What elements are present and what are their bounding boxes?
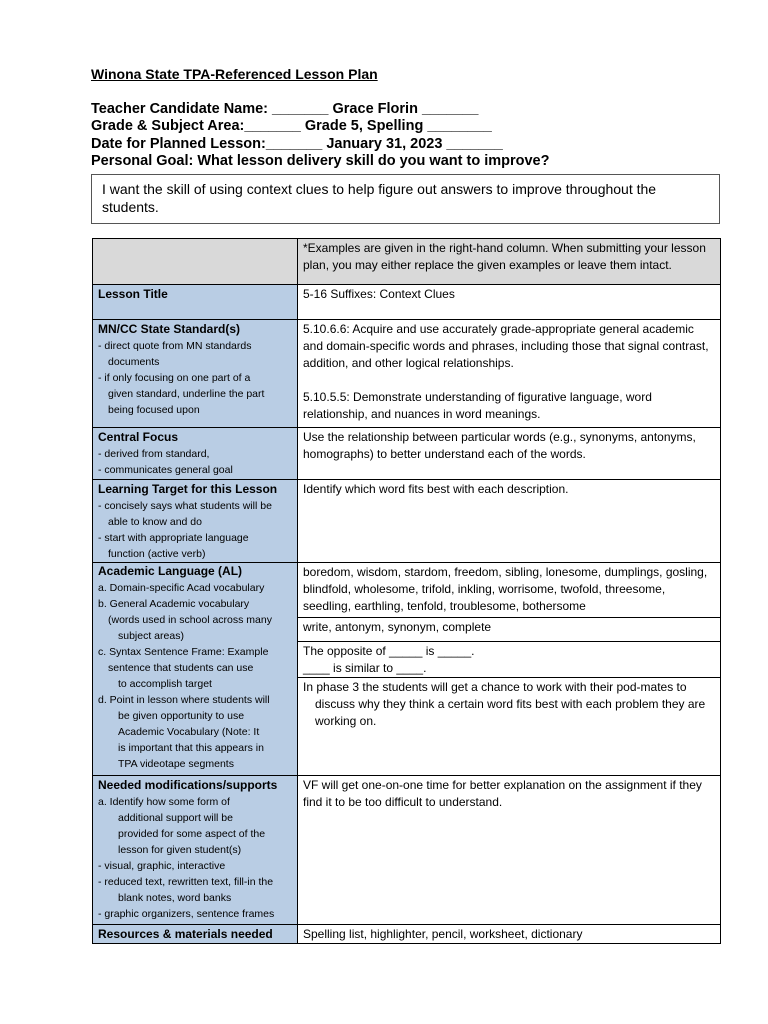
modifications-sub: - graphic organizers, sentence frames (98, 908, 275, 920)
learning-target-sub: able to know and do (108, 516, 202, 528)
modifications-sub: provided for some aspect of the (118, 828, 266, 840)
modifications-sub: blank notes, word banks (118, 892, 232, 904)
modifications-sub: a. Identify how some form of (98, 796, 230, 808)
academic-language-sub: b. General Academic vocabulary (98, 598, 250, 610)
learning-target-label-cell (93, 480, 298, 563)
table-row (93, 925, 721, 944)
document-title: Winona State TPA-Referenced Lesson Plan (91, 66, 378, 82)
central-focus-sub: - derived from standard, (98, 448, 210, 460)
personal-goal-line: Personal Goal: What lesson delivery skill do you want to improve? (91, 152, 550, 169)
lesson-title-label-cell (93, 285, 298, 320)
academic-language-sub: a. Domain-specific Acad vocabulary (98, 582, 265, 594)
sentence-frame-two: ____ is similar to ____. (303, 661, 427, 675)
academic-language-sub: (words used in school across many (108, 614, 272, 626)
resources-label: Resources & materials needed (98, 927, 273, 941)
domain-vocabulary-value: boredom, wisdom, stardom, freedom, sibling, lonesome, dumplings, gosling, blindfold, wholesome, trifold, inkling, worrisome, twofold, threesome, seedling, earthling, tenfold, troublesome, bothersome (298, 563, 721, 618)
standards-sub: given standard, underline the part (108, 388, 265, 400)
modifications-label: Needed modifications/supports (98, 778, 278, 792)
table-row (93, 285, 721, 320)
academic-language-sub: is important that this appears in (118, 742, 264, 754)
modifications-sub: - reduced text, rewritten text, fill-in the (98, 876, 274, 888)
central-focus-label-cell (93, 428, 298, 480)
central-focus-label: Central Focus (98, 430, 179, 444)
learning-target-sub: function (active verb) (108, 548, 206, 560)
vocabulary-usage-value: In phase 3 the students will get a chance to work with their pod-mates to discuss why they think a certain word fits best with each problem they are working on. (303, 680, 706, 728)
grade-subject-line: Grade & Subject Area:_______ Grade 5, Spelling ________ (91, 118, 492, 135)
header-block (91, 101, 549, 170)
resources-value: Spelling list, highlighter, pencil, worksheet, dictionary (298, 925, 721, 944)
academic-language-label-cell (93, 563, 298, 776)
standard-one: 5.10.6.6: Acquire and use accurately grade-appropriate general academic and domain-specific words and phrases, including those that signal contrast, addition, and other logical relationships. (303, 322, 709, 370)
standards-sub: being focused upon (108, 404, 200, 416)
general-vocabulary-value: write, antonym, synonym, complete (298, 618, 721, 642)
table-row (93, 480, 721, 563)
modifications-value: VF will get one-on-one time for better explanation on the assignment if they find it to be too difficult to understand. (298, 776, 721, 925)
standard-two: 5.10.5.5: Demonstrate understanding of figurative language, word relationship, and nuances in word meanings. (303, 390, 652, 421)
academic-language-label: Academic Language (AL) (98, 564, 243, 578)
standards-value-cell (298, 320, 721, 428)
lesson-date-line: Date for Planned Lesson:_______ January 31, 2023 _______ (91, 135, 503, 152)
academic-language-sub: c. Syntax Sentence Frame: Example (98, 646, 269, 658)
standards-sub: - if only focusing on one part of a (98, 372, 251, 384)
standards-sub: documents (108, 356, 160, 368)
central-focus-sub: - communicates general goal (98, 464, 233, 476)
table-row (93, 776, 721, 925)
academic-language-sub: d. Point in lesson where students will (98, 694, 270, 706)
instructions-note: *Examples are given in the right-hand column. When submitting your lesson plan, you may either replace the given examples or leave them intact. (298, 239, 721, 285)
academic-language-sub: Academic Vocabulary (Note: It (118, 726, 260, 738)
table-row (93, 239, 721, 285)
personal-goal-answer-box: I want the skill of using context clues to help figure out answers to improve throughout the students. (91, 174, 720, 224)
table-row (93, 428, 721, 480)
modifications-label-cell (93, 776, 298, 925)
table-row (93, 320, 721, 428)
sentence-frame-one: The opposite of _____ is _____. (303, 644, 475, 658)
standards-label: MN/CC State Standard(s) (98, 322, 241, 336)
learning-target-label: Learning Target for this Lesson (98, 482, 278, 496)
modifications-sub: - visual, graphic, interactive (98, 860, 226, 872)
academic-language-sub: be given opportunity to use (118, 710, 245, 722)
sentence-frame-cell (298, 642, 721, 678)
teacher-name-line: Teacher Candidate Name: _______ Grace Florin _______ (91, 101, 479, 117)
academic-language-sub: to accomplish target (118, 678, 212, 690)
academic-language-sub: subject areas) (118, 630, 184, 642)
standards-sub: - direct quote from MN standards (98, 340, 252, 352)
learning-target-sub: - start with appropriate language (98, 532, 249, 544)
academic-language-sub: TPA videotape segments (118, 758, 234, 770)
table-row (93, 563, 721, 618)
blank-header-cell (93, 239, 298, 285)
modifications-sub: additional support will be (118, 812, 233, 824)
resources-label-cell (93, 925, 298, 944)
standards-label-cell (93, 320, 298, 428)
learning-target-value: Identify which word fits best with each description. (298, 480, 721, 563)
academic-language-sub: sentence that students can use (108, 662, 254, 674)
lesson-plan-table (92, 238, 721, 944)
lesson-title-value: 5-16 Suffixes: Context Clues (298, 285, 721, 320)
modifications-sub: lesson for given student(s) (118, 844, 242, 856)
central-focus-value: Use the relationship between particular words (e.g., synonyms, antonyms, homographs) to better understand each of the words. (298, 428, 721, 480)
vocabulary-usage-cell (298, 678, 721, 776)
lesson-title-label: Lesson Title (98, 287, 168, 301)
learning-target-sub: - concisely says what students will be (98, 500, 272, 512)
